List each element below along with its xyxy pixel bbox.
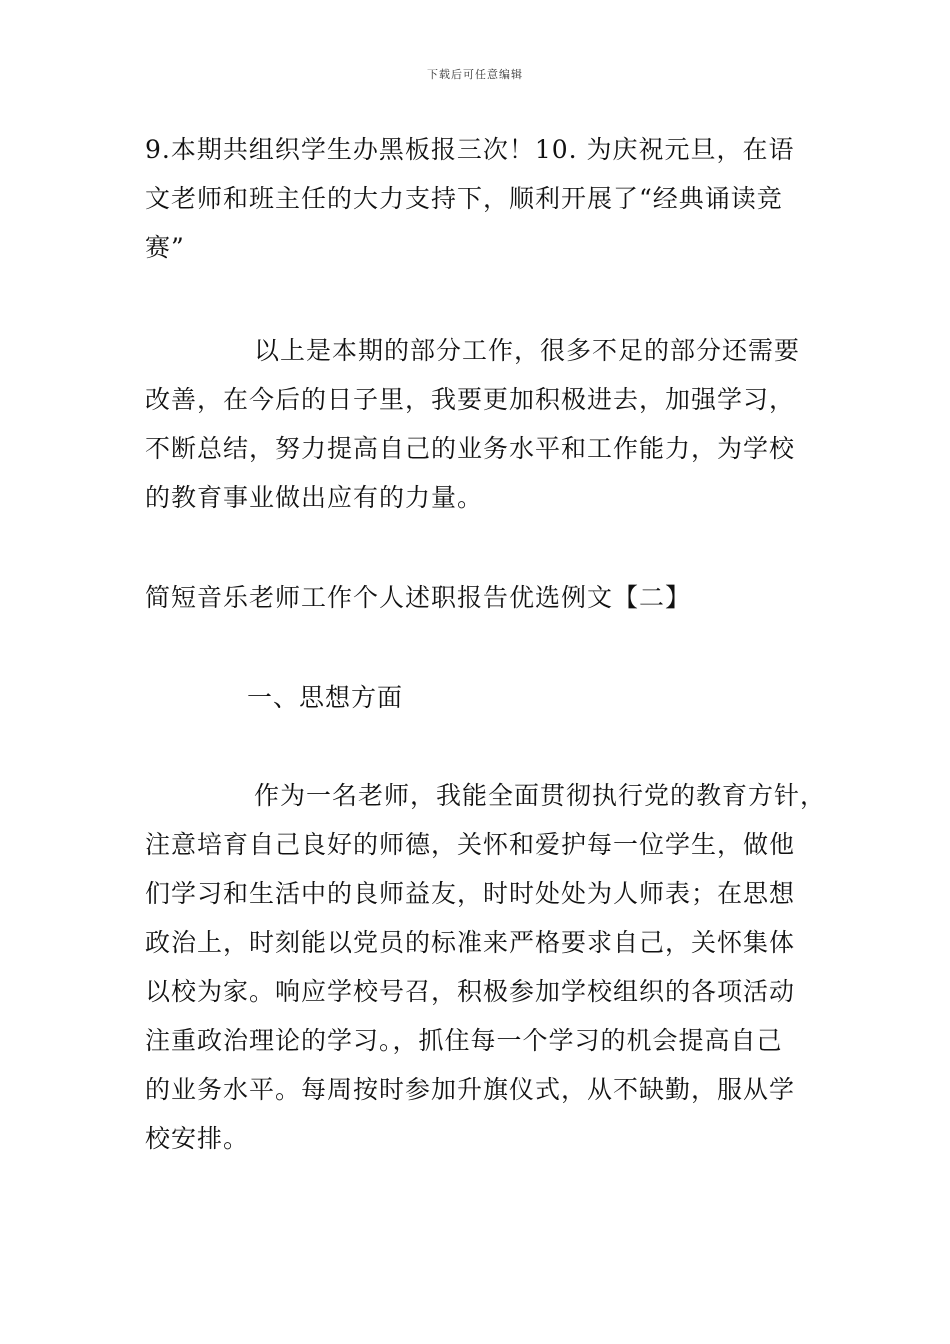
paragraph-line: 改善，在今后的日子里，我要更加积极进去，加强学习， <box>145 385 796 414</box>
paragraph-line: 校安排。 <box>145 1124 250 1153</box>
paragraph-line: 以校为家。响应学校号召，积极参加学校组织的各项活动 <box>145 977 796 1006</box>
paragraph-line: 注意培育自己良好的师德，关怀和爱护每一位学生，做他 <box>145 830 796 859</box>
section-heading <box>145 673 817 722</box>
paragraph-line: 以上是本期的部分工作，很多不足的部分还需要 <box>254 336 801 365</box>
paragraph-line: 的业务水平。每周按时参加升旗仪式，从不缺勤，服从学 <box>145 1075 796 1104</box>
paragraph-line: 作为一名老师，我能全面贯彻执行党的教育方针， <box>254 781 827 810</box>
report-title <box>145 573 817 622</box>
paragraph-line: 政治上，时刻能以党员的标准来严格要求自己，关怀集体 <box>145 928 796 957</box>
page-header-note: 下载后可任意编辑 <box>427 68 523 81</box>
paragraph-line: 赛” <box>145 233 185 262</box>
paragraph-ideology <box>145 771 827 1163</box>
paragraph-line: 们学习和生活中的良师益友，时时处处为人师表；在思想 <box>145 879 796 908</box>
report-title-text: 简短音乐老师工作个人述职报告优选例文【二】 <box>145 583 692 612</box>
paragraph-line: 文老师和班主任的大力支持下，顺利开展了“经典诵读竞 <box>145 184 783 213</box>
section-heading-text: 一、思想方面 <box>247 683 404 712</box>
paragraph-line: 的教育事业做出应有的力量。 <box>145 483 484 512</box>
paragraph-activities <box>145 125 817 272</box>
paragraph-line: 不断总结，努力提高自己的业务水平和工作能力，为学校 <box>145 434 796 463</box>
paragraph-summary <box>145 326 817 522</box>
paragraph-line: 9.本期共组织学生办黑板报三次！10. 为庆祝元旦，在语 <box>145 135 795 164</box>
paragraph-line: 注重政治理论的学习。，抓住每一个学习的机会提高自己 <box>145 1026 783 1055</box>
